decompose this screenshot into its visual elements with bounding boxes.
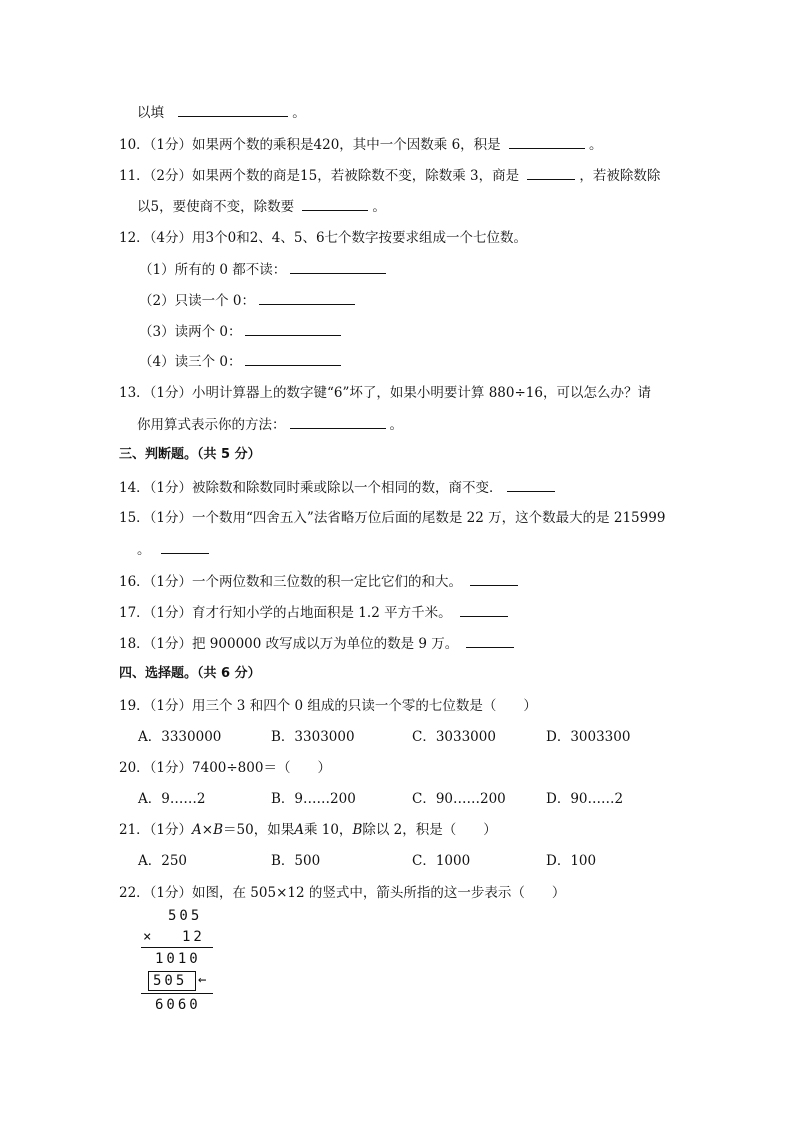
q21-var-b-2: B — [352, 822, 363, 838]
q13-line2: 你用算式表示你的方法： — [137, 417, 286, 433]
q10-answer-blank[interactable] — [509, 135, 585, 149]
q12-answer-blank-2[interactable] — [259, 291, 355, 305]
q19-option-c[interactable]: C．3033000 — [412, 729, 496, 745]
q18-answer-blank[interactable] — [466, 634, 514, 648]
calc-line-2 — [141, 993, 213, 994]
question-22: 22．（1分）如图，在 505×12 的竖式中，箭头所指的这一步表示（ ） — [119, 885, 566, 901]
q21-mid1: ＝50，如果 — [223, 822, 295, 838]
q21-option-d[interactable]: D．100 — [546, 853, 597, 869]
question-14 — [119, 478, 559, 497]
q12-answer-blank-4[interactable] — [245, 352, 341, 366]
question-13-line1 — [119, 384, 651, 402]
arrow-left-icon: ← — [198, 972, 207, 988]
q12-sub-1 — [139, 260, 390, 279]
q13-end: 。 — [389, 417, 403, 433]
question-10 — [119, 135, 602, 154]
q12-sub-3 — [139, 322, 345, 341]
q21-var-a: A — [192, 822, 202, 838]
q9-answer-blank[interactable] — [178, 103, 288, 117]
q21-var-b: B — [213, 822, 224, 838]
q15-answer-blank[interactable] — [161, 540, 209, 554]
calc-multiply-sign: × — [143, 929, 155, 945]
q11-line1: 11．（2分）如果两个数的商是15，若被除数不变，除数乘 3，商是 — [119, 168, 520, 184]
q19-option-d[interactable]: D．3003300 — [546, 729, 631, 745]
q10-text: 10．（1分）如果两个数的乘积是420，其中一个因数乘 6，积是 — [119, 137, 501, 153]
q17-answer-blank[interactable] — [460, 603, 508, 617]
calc-partial-2: 505 — [153, 973, 188, 989]
question-21 — [119, 821, 497, 839]
question-18 — [119, 634, 518, 653]
q17-text: 17．（1分）育才行知小学的占地面积是 1.2 平方千米。 — [119, 605, 452, 621]
q21-prefix: 21．（1分） — [119, 822, 193, 838]
q13-answer-blank[interactable] — [290, 415, 386, 429]
q9-tail-end: 。 — [292, 105, 306, 121]
question-15-line1 — [119, 509, 665, 527]
q19-option-b[interactable]: B．3303000 — [271, 729, 355, 745]
q11-answer-blank-2[interactable] — [302, 197, 368, 211]
q20-option-a[interactable]: A．9……2 — [138, 791, 206, 807]
q16-answer-blank[interactable] — [470, 572, 518, 586]
q15-line1: 15．（1分）一个数用“四舍五入”法省略万位后面的尾数是 22 万，这个数最大的是 215999 — [119, 510, 666, 526]
q21-option-c[interactable]: C．1000 — [412, 853, 471, 869]
q14-answer-blank[interactable] — [507, 478, 555, 492]
q21-mid3: 除以 2，积是（ ） — [362, 822, 497, 838]
q12-sub-2-text: （2）只读一个 0： — [139, 293, 255, 309]
calc-second-number: 12 — [182, 929, 205, 945]
q11-line1b: ，若被除数除 — [579, 168, 661, 184]
q12-sub-4 — [139, 352, 345, 371]
q13-line1: 13．（1分）小明计算器上的数字键“6”坏了，如果小明要计算 880÷16，可以怎么办？请 — [119, 385, 651, 401]
q21-option-b[interactable]: B．500 — [271, 853, 321, 869]
q12-sub-4-text: （4）读三个 0： — [139, 354, 242, 370]
q16-text: 16．（1分）一个两位数和三位数的积一定比它们的和大。 — [119, 574, 463, 590]
section-3-heading: 三、判断题。（共 5 分） — [119, 447, 261, 462]
q14-text: 14．（1分）被除数和除数同时乘或除以一个相同的数，商不变． — [119, 480, 503, 496]
calc-partial-1: 1010 — [155, 951, 201, 967]
q21-mid2: 乘 10， — [303, 822, 353, 838]
q11-end: 。 — [372, 199, 386, 215]
question-12 — [119, 229, 527, 247]
q12-sub-1-text: （1）所有的 0 都不读： — [139, 262, 287, 278]
q12-answer-blank-3[interactable] — [245, 322, 341, 336]
calc-result: 6060 — [155, 997, 201, 1013]
section-4-heading: 四、选择题。（共 6 分） — [119, 666, 261, 681]
question-15-line2 — [137, 540, 213, 559]
calc-line-1 — [141, 947, 213, 948]
q15-line2: 。 — [137, 542, 151, 558]
q19-option-a[interactable]: A．3330000 — [138, 729, 222, 745]
question-13-line2 — [137, 415, 403, 434]
question-11-line2 — [137, 197, 386, 216]
q21-times: × — [201, 822, 214, 838]
q12-text: 12．（4分）用3个0和2、4、5、6七个数字按要求组成一个七位数。 — [119, 230, 528, 246]
q20-option-c[interactable]: C．90……200 — [412, 791, 506, 807]
question-20: 20．（1分）7400÷800＝（ ） — [119, 760, 331, 776]
question-19: 19．（1分）用三个 3 和四个 0 组成的只读一个零的七位数是（ ） — [119, 698, 537, 714]
q20-option-b[interactable]: B．9……200 — [271, 791, 356, 807]
q21-var-a-2: A — [294, 822, 304, 838]
q18-text: 18．（1分）把 900000 改写成以万为单位的数是 9 万。 — [119, 636, 459, 652]
q10-end: 。 — [588, 137, 603, 153]
q11-line2: 以5，要使商不变，除数要 — [137, 199, 295, 215]
q9-tail — [137, 103, 306, 122]
q21-option-a[interactable]: A．250 — [138, 853, 188, 869]
question-11-line1 — [119, 166, 660, 185]
question-17 — [119, 603, 512, 622]
question-16 — [119, 572, 522, 591]
q12-sub-2 — [139, 291, 359, 310]
calc-top-number: 505 — [168, 908, 203, 924]
q20-option-d[interactable]: D．90……2 — [546, 791, 624, 807]
q12-answer-blank-1[interactable] — [290, 260, 386, 274]
q9-tail-text: 以填 — [137, 105, 164, 121]
q12-sub-3-text: （3）读两个 0： — [139, 324, 242, 340]
q11-answer-blank-1[interactable] — [527, 166, 575, 180]
